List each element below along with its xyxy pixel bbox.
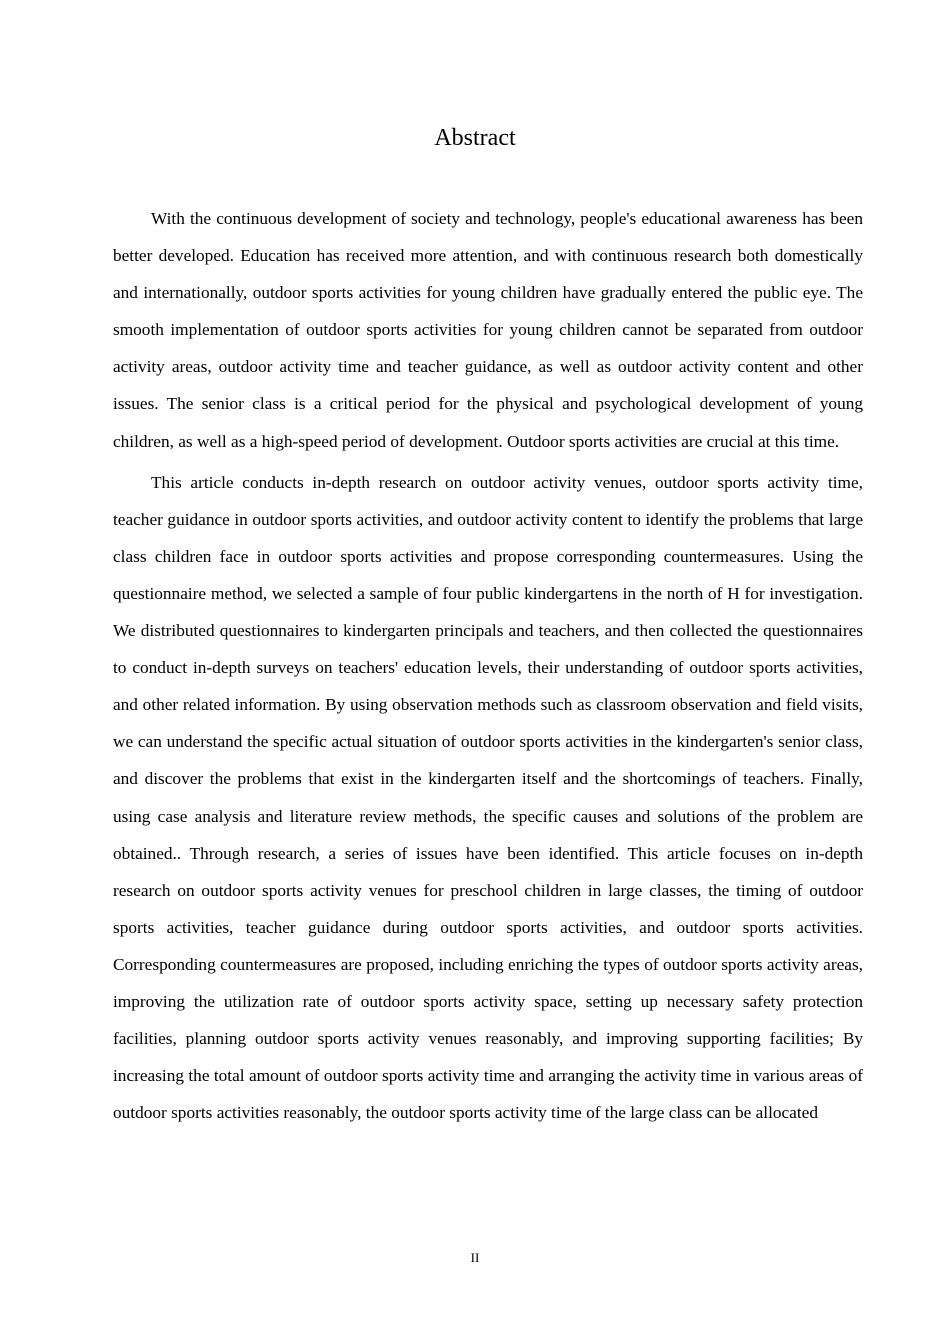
abstract-paragraph-2: This article conducts in-depth research on outdoor activity venues, outdoor sports activity time, teacher guidance in outdoor sports activities, and outdoor activity content to identify the problems that large class children face in outdoor sports activities and propose corresponding countermeasures. Using the questionnaire method, we selected a sample of four public kindergartens in the north of H for investigation. We distributed questionnaires to kindergarten principals and teachers, and then collected the questionnaires to conduct in-depth surveys on teachers' education levels, their understanding of outdoor sports activities, and other related information. By using observation methods such as classroom observation and field visits, we can understand the specific actual situation of outdoor sports activities in the kindergarten's senior class, and discover the problems that exist in the kindergarten itself and the shortcomings of teachers. Finally, using case analysis and literature review methods, the specific causes and solutions of the problem are obtained.. Through research, a series of issues have been identified. This article focuses on in-depth research on outdoor sports activity venues for preschool children in large classes, the timing of outdoor sports activities, teacher guidance during outdoor sports activities, and outdoor sports activities. Corresponding countermeasures are proposed, including enriching the types of outdoor sports activity areas, improving the utilization rate of outdoor sports activity space, setting up necessary safety protection facilities, planning outdoor sports activity venues reasonably, and improving supporting facilities; By increasing the total amount of outdoor sports activity time and arranging the activity time in various areas of outdoor sports activities reasonably, the outdoor sports activity time of the large class can be allocated	[113, 472, 863, 1123]
abstract-body	[113, 200, 863, 1135]
page-number: II	[470, 1250, 480, 1265]
page-title: Abstract	[434, 125, 516, 151]
abstract-paragraph-1: With the continuous development of society and technology, people's educational awareness has been better developed. Education has received more attention, and with continuous research both domestically and internationally, outdoor sports activities for young children have gradually entered the public eye. The smooth implementation of outdoor sports activities for young children cannot be separated from outdoor activity areas, outdoor activity time and teacher guidance, as well as outdoor activity content and other issues. The senior class is a critical period for the physical and psychological development of young children, as well as a high-speed period of development. Outdoor sports activities are crucial at this time.	[113, 209, 863, 451]
